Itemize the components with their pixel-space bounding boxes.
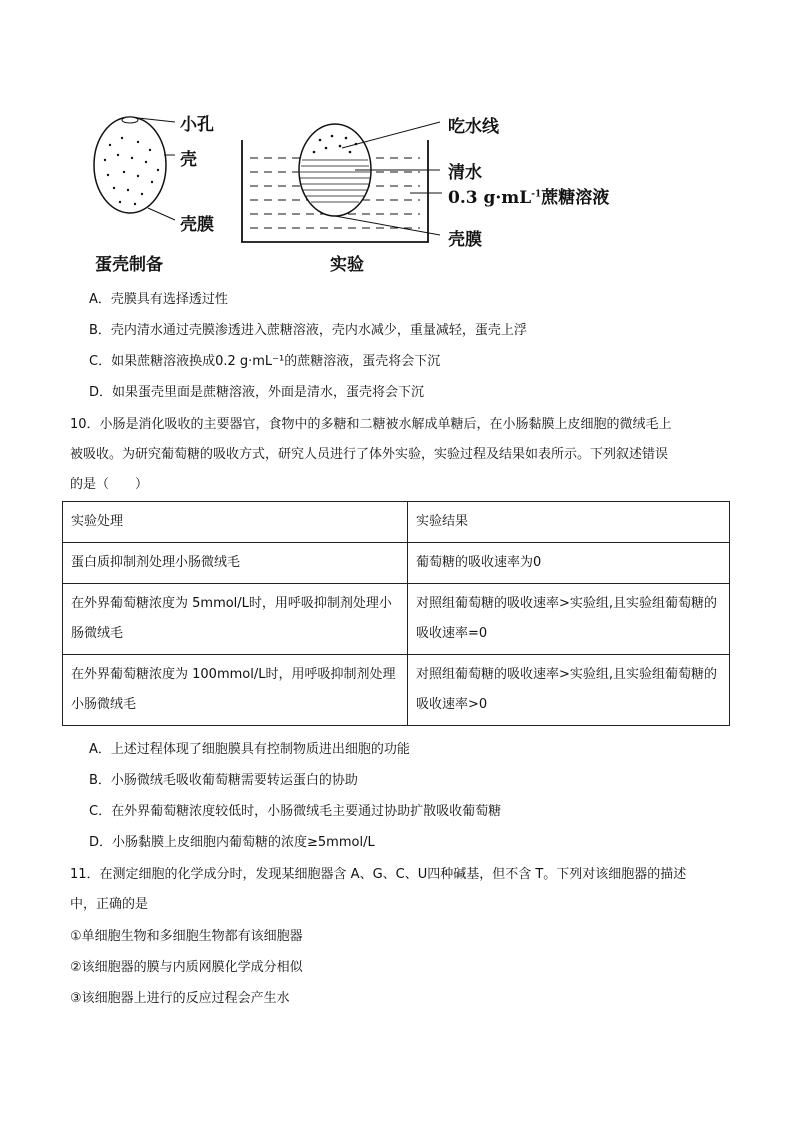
q10-option-d: D．小肠黏膜上皮细胞内葡萄糖的浓度≥5mmol/L: [89, 835, 375, 850]
sucrose-solution-label: [448, 183, 609, 208]
small-hole-label: 小孔: [180, 115, 214, 135]
q9-option-b: B．壳内清水通过壳膜渗透进入蔗糖溶液，壳内水减少，重量减轻，蛋壳上浮: [89, 323, 527, 338]
table-row: [63, 543, 730, 584]
q9-option-c: C．如果蔗糖溶液换成0.2 g·mL⁻¹的蔗糖溶液，蛋壳将会下沉: [89, 354, 441, 369]
table-row: [63, 584, 730, 655]
q10-option-a: A．上述过程体现了细胞膜具有控制物质进出细胞的功能: [89, 742, 410, 757]
table-cell: 蛋白质抑制剂处理小肠微绒毛: [63, 543, 408, 584]
table-cell: 葡萄糖的吸收速率为0: [408, 543, 730, 584]
solution-name: 蔗糖溶液: [541, 188, 610, 208]
shell-membrane-label-left: 壳膜: [180, 215, 214, 235]
water-line-label: 吃水线: [448, 117, 499, 137]
q11-item-3: ③该细胞器上进行的反应过程会产生水: [70, 991, 290, 1006]
q10-option-c: C．在外界葡萄糖浓度较低时，小肠微绒毛主要通过协助扩散吸收葡萄糖: [89, 804, 502, 819]
q9-option-d: D．如果蛋壳里面是蔗糖溶液，外面是清水，蛋壳将会下沉: [89, 385, 425, 400]
table-cell: 在外界葡萄糖浓度为 5mmol/L时，用呼吸抑制剂处理小肠微绒毛: [63, 584, 408, 655]
q10-stem-line-2: 被吸收。为研究葡萄糖的吸收方式，研究人员进行了体外实验，实验过程及结果如表所示。下列叙述错误: [70, 447, 669, 462]
solution-concentration: 0.3 g·mL: [448, 188, 532, 208]
q11-stem-line-1: 11．在测定细胞的化学成分时，发现某细胞器含 A、G、C、U四种碱基，但不含 T。下列对该细胞器的描述: [70, 867, 687, 882]
table-cell: 对照组葡萄糖的吸收速率>实验组,且实验组葡萄糖的吸收速率>0: [408, 655, 730, 726]
solution-exponent: -1: [531, 189, 542, 200]
table-header-row: [63, 502, 730, 543]
clear-water-label: 清水: [448, 163, 482, 183]
q9-option-a: A．壳膜具有选择透过性: [89, 292, 228, 307]
q10-option-b: B．小肠微绒毛吸收葡萄糖需要转运蛋白的协助: [89, 773, 358, 788]
table-cell: 对照组葡萄糖的吸收速率>实验组,且实验组葡萄糖的吸收速率=0: [408, 584, 730, 655]
table-cell: 在外界葡萄糖浓度为 100mmol/L时，用呼吸抑制剂处理小肠微绒毛: [63, 655, 408, 726]
q10-stem-line-1: 10．小肠是消化吸收的主要器官，食物中的多糖和二糖被水解成单糖后，在小肠黏膜上皮细胞的微绒毛上: [70, 417, 672, 432]
q11-stem-line-2: 中，正确的是: [70, 897, 149, 912]
table-row: [63, 655, 730, 726]
q11-item-2: ②该细胞器的膜与内质网膜化学成分相似: [70, 960, 303, 975]
q10-stem-line-3: 的是（ ）: [70, 477, 149, 492]
shell-membrane-label-right: 壳膜: [448, 230, 482, 250]
experiment-caption: 实验: [330, 255, 364, 275]
shell-label: 壳: [180, 150, 197, 170]
experiment-table: [62, 501, 730, 726]
header-treatment: 实验处理: [63, 502, 408, 543]
egg-prep-caption: 蛋壳制备: [95, 255, 163, 275]
q11-item-1: ①单细胞生物和多细胞生物都有该细胞器: [70, 929, 303, 944]
header-result: 实验结果: [408, 502, 730, 543]
egg-shell-figure: [80, 100, 640, 280]
